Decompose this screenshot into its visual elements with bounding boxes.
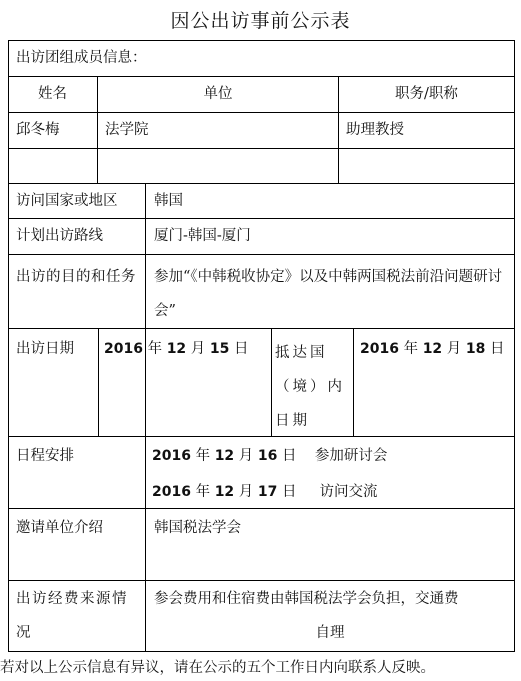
schedule-item: 2016 年 12 月 17 日 访问交流 bbox=[152, 484, 378, 500]
country-label: 访问国家或地区 bbox=[16, 193, 118, 209]
depart-date: 2016 年 12 月 15 日 bbox=[104, 341, 249, 357]
route-label: 计划出访路线 bbox=[16, 228, 103, 244]
funding-value: 参会费用和住宿费由韩国税法学会负担，交通费 bbox=[154, 591, 459, 607]
member-position: 助理教授 bbox=[346, 122, 404, 138]
depart-label: 出访日期 bbox=[16, 341, 74, 357]
schedule-item: 2016 年 12 月 16 日 参加研讨会 bbox=[152, 448, 388, 464]
arrive-date: 2016 年 12 月 18 日 bbox=[360, 341, 505, 357]
column-header-position: 职务/职称 bbox=[395, 86, 458, 102]
disclosure-table bbox=[8, 40, 515, 652]
funding-value-cont: 自理 bbox=[315, 625, 345, 641]
members-header: 出访团组成员信息： bbox=[16, 50, 147, 66]
footer-note: 若对以上公示信息有异议，请在公示的五个工作日内向联系人反映。 bbox=[0, 660, 435, 676]
country-value: 韩国 bbox=[154, 193, 183, 209]
inviter-value: 韩国税法学会 bbox=[154, 520, 241, 536]
column-header-name: 姓名 bbox=[38, 86, 67, 102]
inviter-label: 邀请单位介绍 bbox=[16, 520, 103, 536]
member-unit: 法学院 bbox=[105, 122, 149, 138]
column-header-unit: 单位 bbox=[203, 86, 233, 102]
schedule-label: 日程安排 bbox=[16, 448, 74, 464]
funding-label: 出访经费来源情况 bbox=[16, 591, 128, 641]
arrive-label: 抵达国（境）内日期 bbox=[275, 345, 345, 429]
purpose-value: 参加“《中韩税收协定》以及中韩两国税法前沿问题研讨会” bbox=[154, 269, 503, 319]
member-name: 邱冬梅 bbox=[16, 122, 60, 138]
page-title: 因公出访事前公示表 bbox=[170, 10, 351, 32]
purpose-label: 出访的目的和任务 bbox=[16, 269, 136, 285]
route-value: 厦门-韩国-厦门 bbox=[154, 228, 251, 244]
